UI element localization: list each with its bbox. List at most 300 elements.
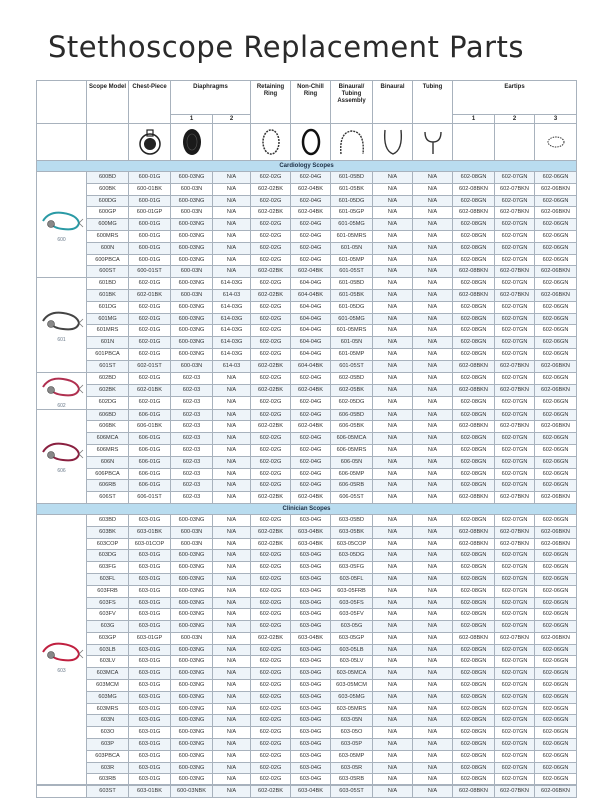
cell-model: 603LB: [87, 644, 129, 656]
cell-non-chill-ring: 603-04G: [291, 644, 331, 656]
cell-non-chill-ring: 602-04G: [291, 195, 331, 207]
cell-eartip-3: 602-06GN: [535, 597, 577, 609]
cell-eartip-3: 602-06BKN: [535, 632, 577, 644]
cell-retaining-ring: 602-02G: [251, 597, 291, 609]
cell-retaining-ring: 602-02G: [251, 514, 291, 526]
table-row: [37, 762, 577, 774]
cell-binaural: N/A: [373, 703, 413, 715]
cell-eartip-2: 602-07BKN: [495, 360, 535, 372]
header-diaphragms: Diaphragms: [171, 81, 251, 115]
cell-chest-piece: 602-01G: [129, 325, 171, 337]
cell-diaphragm-2: 614-03: [213, 289, 251, 301]
cell-eartip-3: 602-06GN: [535, 644, 577, 656]
cell-eartip-3: 602-06BKN: [535, 360, 577, 372]
cell-non-chill-ring: 602-04G: [291, 219, 331, 231]
cell-binaural-tubing: 603-05DG: [331, 550, 373, 562]
cell-eartip-1: 602-08BKN: [453, 289, 495, 301]
stethoscope-image-label: 606: [57, 468, 66, 475]
table-row: [37, 325, 577, 337]
cell-eartip-2: 602-07BKN: [495, 266, 535, 278]
cell-eartip-3: 602-06BKN: [535, 266, 577, 278]
cell-diaphragm-2: N/A: [213, 727, 251, 739]
cell-binaural-tubing: 603-05RB: [331, 774, 373, 786]
table-row: [37, 739, 577, 751]
header-eartip-2: 2: [495, 115, 535, 124]
cell-tubing: N/A: [413, 409, 453, 421]
cell-retaining-ring: 602-02G: [251, 348, 291, 360]
cell-tubing: N/A: [413, 480, 453, 492]
cell-model: 600BK: [87, 183, 129, 195]
cell-non-chill-ring: 604-04G: [291, 313, 331, 325]
cell-binaural-tubing: 606-05BK: [331, 421, 373, 433]
cell-eartip-3: 602-06GN: [535, 468, 577, 480]
cell-model: 603FL: [87, 573, 129, 585]
cell-eartip-2: 602-07GN: [495, 550, 535, 562]
cell-diaphragm-1: 600-03NG: [171, 278, 213, 290]
cell-binaural-tubing: 603-05GP: [331, 632, 373, 644]
cell-tubing: N/A: [413, 621, 453, 633]
cell-eartip-2: 602-07GN: [495, 409, 535, 421]
cell-eartip-2: 602-07GN: [495, 337, 535, 349]
cell-binaural: N/A: [373, 397, 413, 409]
cell-eartip-1: 602-08GN: [453, 242, 495, 254]
cell-diaphragm-2: N/A: [213, 384, 251, 396]
cell-retaining-ring: 602-02G: [251, 195, 291, 207]
cell-eartip-3: 602-06BKN: [535, 526, 577, 538]
cell-eartip-2: 602-07GN: [495, 172, 535, 184]
cell-binaural: N/A: [373, 360, 413, 372]
cell-eartip-3: 602-06BKN: [535, 492, 577, 504]
table-row: [37, 750, 577, 762]
cell-eartip-2: 602-07GN: [495, 656, 535, 668]
cell-non-chill-ring: 603-04G: [291, 656, 331, 668]
cell-eartip-3: 602-06BKN: [535, 183, 577, 195]
cell-binaural: N/A: [373, 774, 413, 786]
cell-diaphragm-2: N/A: [213, 573, 251, 585]
cell-chest-piece: 603-01G: [129, 739, 171, 751]
cell-diaphragm-2: N/A: [213, 230, 251, 242]
cell-diaphragm-2: N/A: [213, 195, 251, 207]
cell-eartip-2: 602-07BKN: [495, 183, 535, 195]
cell-eartip-2: 602-07BKN: [495, 289, 535, 301]
cell-retaining-ring: 602-02G: [251, 313, 291, 325]
cell-eartip-1: 602-08GN: [453, 703, 495, 715]
cell-non-chill-ring: 603-04G: [291, 680, 331, 692]
table-row: [37, 680, 577, 692]
chest-piece-icon: [129, 124, 171, 161]
cell-eartip-1: 602-08GN: [453, 668, 495, 680]
cell-chest-piece: 603-01BK: [129, 526, 171, 538]
table-row: [37, 573, 577, 585]
cell-tubing: N/A: [413, 444, 453, 456]
cell-tubing: N/A: [413, 278, 453, 290]
cell-binaural: N/A: [373, 597, 413, 609]
cell-diaphragm-1: 600-03NBK: [171, 786, 213, 798]
cell-retaining-ring: 602-02G: [251, 715, 291, 727]
cell-binaural-tubing: 601-05GP: [331, 207, 373, 219]
cell-chest-piece: 600-01ST: [129, 266, 171, 278]
cell-binaural: N/A: [373, 337, 413, 349]
cell-tubing: N/A: [413, 219, 453, 231]
cell-diaphragm-2: N/A: [213, 668, 251, 680]
cell-eartip-2: 602-07GN: [495, 444, 535, 456]
cell-retaining-ring: 602-02BK: [251, 526, 291, 538]
cell-retaining-ring: 602-02G: [251, 278, 291, 290]
cell-eartip-2: 602-07BKN: [495, 421, 535, 433]
cell-diaphragm-1: 600-03NG: [171, 195, 213, 207]
cell-eartip-1: 602-08GN: [453, 621, 495, 633]
cell-eartip-1: 602-08BKN: [453, 492, 495, 504]
cell-tubing: N/A: [413, 562, 453, 574]
cell-eartip-3: 602-06GN: [535, 433, 577, 445]
cell-eartip-1: 602-08GN: [453, 762, 495, 774]
cell-eartip-1: 602-08GN: [453, 739, 495, 751]
cell-diaphragm-2: N/A: [213, 762, 251, 774]
cell-retaining-ring: 602-02G: [251, 562, 291, 574]
cell-eartip-1: 602-08GN: [453, 348, 495, 360]
cell-retaining-ring: 602-02G: [251, 609, 291, 621]
cell-binaural-tubing: 603-05LB: [331, 644, 373, 656]
header-diaphragm-2: 2: [213, 115, 251, 124]
cell-diaphragm-1: 600-03NG: [171, 691, 213, 703]
header-scope-model: Scope Model: [87, 81, 129, 124]
cell-binaural-tubing: 603-05R: [331, 762, 373, 774]
table-row: [37, 230, 577, 242]
cell-tubing: N/A: [413, 384, 453, 396]
cell-diaphragm-1: 600-03N: [171, 266, 213, 278]
section-header: Cardiology Scopes: [37, 161, 577, 172]
header-retaining-ring: Retaining Ring: [251, 81, 291, 124]
cell-eartip-2: 602-07GN: [495, 325, 535, 337]
cell-non-chill-ring: 604-04BK: [291, 360, 331, 372]
eartip-3-icon: [535, 124, 577, 161]
cell-tubing: N/A: [413, 183, 453, 195]
stethoscope-image-label: 601: [57, 336, 66, 343]
cell-eartip-1: 602-08BKN: [453, 360, 495, 372]
cell-non-chill-ring: 602-04G: [291, 372, 331, 384]
cell-eartip-1: 602-08GN: [453, 562, 495, 574]
cell-eartip-1: 602-08GN: [453, 550, 495, 562]
cell-eartip-1: 602-08BKN: [453, 632, 495, 644]
cell-tubing: N/A: [413, 739, 453, 751]
table-row: [37, 360, 577, 372]
cell-non-chill-ring: 602-04BK: [291, 384, 331, 396]
cell-chest-piece: 603-01G: [129, 597, 171, 609]
cell-eartip-3: 602-06GN: [535, 680, 577, 692]
cell-model: 603FG: [87, 562, 129, 574]
cell-eartip-2: 602-07GN: [495, 644, 535, 656]
table-row: [37, 289, 577, 301]
cell-non-chill-ring: 602-04G: [291, 456, 331, 468]
cell-eartip-2: 602-07GN: [495, 715, 535, 727]
cell-diaphragm-1: 600-03N: [171, 538, 213, 550]
cell-diaphragm-1: 600-03NG: [171, 562, 213, 574]
cell-non-chill-ring: 604-04G: [291, 337, 331, 349]
cell-non-chill-ring: 603-04G: [291, 562, 331, 574]
cell-retaining-ring: 602-02BK: [251, 421, 291, 433]
cell-retaining-ring: 602-02G: [251, 739, 291, 751]
cell-diaphragm-2: 614-03G: [213, 337, 251, 349]
cell-eartip-2: 602-07GN: [495, 195, 535, 207]
cell-tubing: N/A: [413, 774, 453, 786]
cell-chest-piece: 602-01G: [129, 301, 171, 313]
tubing-icon: [413, 124, 453, 161]
cell-diaphragm-1: 600-03NG: [171, 715, 213, 727]
cell-binaural: N/A: [373, 526, 413, 538]
cell-binaural: N/A: [373, 230, 413, 242]
cell-binaural-tubing: 603-05COP: [331, 538, 373, 550]
cell-eartip-2: 602-07BKN: [495, 632, 535, 644]
cell-diaphragm-1: 602-03: [171, 397, 213, 409]
cell-model: 600MG: [87, 219, 129, 231]
cell-tubing: N/A: [413, 242, 453, 254]
cell-eartip-3: 602-06GN: [535, 313, 577, 325]
cell-binaural: N/A: [373, 456, 413, 468]
cell-eartip-2: 602-07BKN: [495, 384, 535, 396]
cell-model: 600DG: [87, 195, 129, 207]
cell-binaural-tubing: 606-05ST: [331, 492, 373, 504]
cell-tubing: N/A: [413, 750, 453, 762]
cell-binaural-tubing: 603-05G: [331, 621, 373, 633]
cell-diaphragm-1: 602-03: [171, 372, 213, 384]
cell-retaining-ring: 602-02G: [251, 774, 291, 786]
cell-binaural: N/A: [373, 254, 413, 266]
header-diaphragm-1: 1: [171, 115, 213, 124]
cell-non-chill-ring: 603-04BK: [291, 632, 331, 644]
cell-eartip-1: 602-08GN: [453, 409, 495, 421]
cell-diaphragm-2: N/A: [213, 538, 251, 550]
cell-chest-piece: 600-01G: [129, 172, 171, 184]
cell-eartip-3: 602-06GN: [535, 609, 577, 621]
cell-tubing: N/A: [413, 585, 453, 597]
cell-diaphragm-1: 600-03NG: [171, 703, 213, 715]
icon-cell-model: [87, 124, 129, 161]
cell-model: 600ST: [87, 266, 129, 278]
cell-chest-piece: 603-01G: [129, 703, 171, 715]
section-header-row: [37, 161, 577, 172]
cell-non-chill-ring: 602-04G: [291, 480, 331, 492]
cell-chest-piece: 606-01BK: [129, 421, 171, 433]
cell-eartip-3: 602-06GN: [535, 480, 577, 492]
cell-diaphragm-1: 600-03NG: [171, 172, 213, 184]
cell-eartip-1: 602-08BKN: [453, 421, 495, 433]
cell-binaural: N/A: [373, 739, 413, 751]
stethoscope-image: [37, 409, 87, 503]
cell-tubing: N/A: [413, 597, 453, 609]
cell-binaural-tubing: 601-05MP: [331, 348, 373, 360]
cell-diaphragm-2: N/A: [213, 786, 251, 798]
cell-eartip-2: 602-07GN: [495, 621, 535, 633]
cell-non-chill-ring: 603-04G: [291, 621, 331, 633]
cell-non-chill-ring: 603-04G: [291, 514, 331, 526]
cell-retaining-ring: 602-02G: [251, 656, 291, 668]
cell-chest-piece: 603-01GP: [129, 632, 171, 644]
cell-binaural-tubing: 603-05MP: [331, 750, 373, 762]
cell-model: 603MCA: [87, 668, 129, 680]
cell-eartip-2: 602-07GN: [495, 242, 535, 254]
cell-eartip-1: 602-08GN: [453, 609, 495, 621]
table-row: [37, 266, 577, 278]
cell-eartip-1: 602-08GN: [453, 774, 495, 786]
cell-diaphragm-2: N/A: [213, 421, 251, 433]
cell-tubing: N/A: [413, 609, 453, 621]
cell-retaining-ring: 602-02G: [251, 230, 291, 242]
cell-diaphragm-1: 602-03: [171, 409, 213, 421]
cell-diaphragm-1: 600-03NG: [171, 739, 213, 751]
cell-diaphragm-1: 600-03NG: [171, 774, 213, 786]
header-eartip-3: 3: [535, 115, 577, 124]
cell-binaural-tubing: 601-05BD: [331, 172, 373, 184]
cell-binaural-tubing: 606-05N: [331, 456, 373, 468]
cell-eartip-3: 602-06GN: [535, 703, 577, 715]
cell-diaphragm-2: N/A: [213, 562, 251, 574]
cell-diaphragm-2: N/A: [213, 750, 251, 762]
table-row: [37, 632, 577, 644]
cell-eartip-3: 602-06GN: [535, 715, 577, 727]
cell-diaphragm-2: 614-03: [213, 360, 251, 372]
cell-eartip-3: 602-06GN: [535, 727, 577, 739]
cell-non-chill-ring: 602-04BK: [291, 492, 331, 504]
cell-retaining-ring: 602-02BK: [251, 289, 291, 301]
cell-retaining-ring: 602-02G: [251, 219, 291, 231]
cell-eartip-3: 602-06GN: [535, 242, 577, 254]
cell-diaphragm-2: N/A: [213, 680, 251, 692]
table-row: [37, 468, 577, 480]
cell-eartip-1: 602-08GN: [453, 172, 495, 184]
table-row: [37, 562, 577, 574]
cell-tubing: N/A: [413, 230, 453, 242]
cell-eartip-2: 602-07GN: [495, 597, 535, 609]
cell-chest-piece: 606-01G: [129, 480, 171, 492]
cell-retaining-ring: 602-02G: [251, 301, 291, 313]
cell-chest-piece: 600-01G: [129, 230, 171, 242]
table-row: [37, 348, 577, 360]
table-row: [37, 183, 577, 195]
cell-non-chill-ring: 603-04G: [291, 762, 331, 774]
cell-model: 603MG: [87, 691, 129, 703]
cell-binaural-tubing: 601-05BD: [331, 278, 373, 290]
cell-model: 603BK: [87, 526, 129, 538]
cell-eartip-2: 602-07GN: [495, 668, 535, 680]
table-row: [37, 715, 577, 727]
cell-non-chill-ring: 602-04BK: [291, 207, 331, 219]
cell-diaphragm-2: N/A: [213, 703, 251, 715]
cell-eartip-1: 602-08GN: [453, 301, 495, 313]
cell-diaphragm-2: N/A: [213, 372, 251, 384]
cell-model: 603MCM: [87, 680, 129, 692]
cell-retaining-ring: 602-02G: [251, 691, 291, 703]
cell-retaining-ring: 602-02G: [251, 172, 291, 184]
cell-diaphragm-1: 600-03NG: [171, 762, 213, 774]
cell-chest-piece: 606-01G: [129, 468, 171, 480]
cell-binaural: N/A: [373, 207, 413, 219]
cell-model: 603ST: [87, 786, 129, 798]
cell-diaphragm-1: 600-03NG: [171, 668, 213, 680]
cell-tubing: N/A: [413, 325, 453, 337]
cell-binaural-tubing: 603-05FL: [331, 573, 373, 585]
cell-chest-piece: 606-01G: [129, 409, 171, 421]
cell-diaphragm-2: N/A: [213, 609, 251, 621]
cell-chest-piece: 603-01G: [129, 644, 171, 656]
cell-model: 606BD: [87, 409, 129, 421]
cell-diaphragm-2: N/A: [213, 242, 251, 254]
cell-non-chill-ring: 602-04G: [291, 242, 331, 254]
cell-binaural: N/A: [373, 786, 413, 798]
cell-binaural-tubing: 601-05DG: [331, 195, 373, 207]
parts-table: [36, 80, 577, 798]
stethoscope-image: [37, 172, 87, 278]
table-row: [37, 691, 577, 703]
cell-tubing: N/A: [413, 656, 453, 668]
cell-eartip-3: 602-06GN: [535, 219, 577, 231]
icon-cell-empty: [37, 124, 87, 161]
cell-model: 603MRS: [87, 703, 129, 715]
cell-diaphragm-1: 602-03: [171, 421, 213, 433]
cell-eartip-2: 602-07GN: [495, 254, 535, 266]
cell-binaural: N/A: [373, 468, 413, 480]
cell-eartip-1: 602-08GN: [453, 433, 495, 445]
cell-eartip-3: 602-06GN: [535, 550, 577, 562]
cell-diaphragm-1: 600-03NG: [171, 656, 213, 668]
cell-binaural-tubing: 603-05MG: [331, 691, 373, 703]
cell-model: 603GP: [87, 632, 129, 644]
cell-diaphragm-2: N/A: [213, 254, 251, 266]
cell-model: 600PBCA: [87, 254, 129, 266]
cell-chest-piece: 600-01G: [129, 242, 171, 254]
image-column-header: [37, 81, 87, 124]
table-row: [37, 703, 577, 715]
cell-retaining-ring: 602-02G: [251, 621, 291, 633]
cell-binaural-tubing: 603-05FRB: [331, 585, 373, 597]
cell-binaural: N/A: [373, 538, 413, 550]
cell-eartip-2: 602-07GN: [495, 739, 535, 751]
cell-eartip-1: 602-08BKN: [453, 538, 495, 550]
cell-model: 601PBCA: [87, 348, 129, 360]
cell-eartip-3: 602-06GN: [535, 195, 577, 207]
cell-binaural: N/A: [373, 409, 413, 421]
cell-retaining-ring: 602-02G: [251, 750, 291, 762]
cell-chest-piece: 600-01GP: [129, 207, 171, 219]
cell-non-chill-ring: 602-04G: [291, 172, 331, 184]
cell-retaining-ring: 602-02BK: [251, 538, 291, 550]
cell-diaphragm-1: 600-03NG: [171, 337, 213, 349]
cell-retaining-ring: 602-02G: [251, 644, 291, 656]
cell-non-chill-ring: 602-04G: [291, 254, 331, 266]
stethoscope-image: [37, 372, 87, 409]
cell-retaining-ring: 602-02G: [251, 585, 291, 597]
cell-binaural: N/A: [373, 727, 413, 739]
cell-diaphragm-2: N/A: [213, 621, 251, 633]
cell-eartip-3: 602-06GN: [535, 656, 577, 668]
cell-eartip-3: 602-06BKN: [535, 538, 577, 550]
cell-model: 606RB: [87, 480, 129, 492]
cell-retaining-ring: 602-02G: [251, 668, 291, 680]
cell-non-chill-ring: 604-04G: [291, 325, 331, 337]
cell-model: 600MRS: [87, 230, 129, 242]
cell-binaural: N/A: [373, 644, 413, 656]
cell-diaphragm-2: N/A: [213, 691, 251, 703]
stethoscope-image-label: 600: [57, 236, 66, 243]
cell-tubing: N/A: [413, 573, 453, 585]
table-row: [37, 313, 577, 325]
table-row: [37, 585, 577, 597]
cell-model: 601N: [87, 337, 129, 349]
cell-eartip-3: 602-06GN: [535, 230, 577, 242]
cell-chest-piece: 606-01G: [129, 456, 171, 468]
cell-diaphragm-2: N/A: [213, 172, 251, 184]
cell-eartip-2: 602-07GN: [495, 562, 535, 574]
cell-binaural: N/A: [373, 266, 413, 278]
